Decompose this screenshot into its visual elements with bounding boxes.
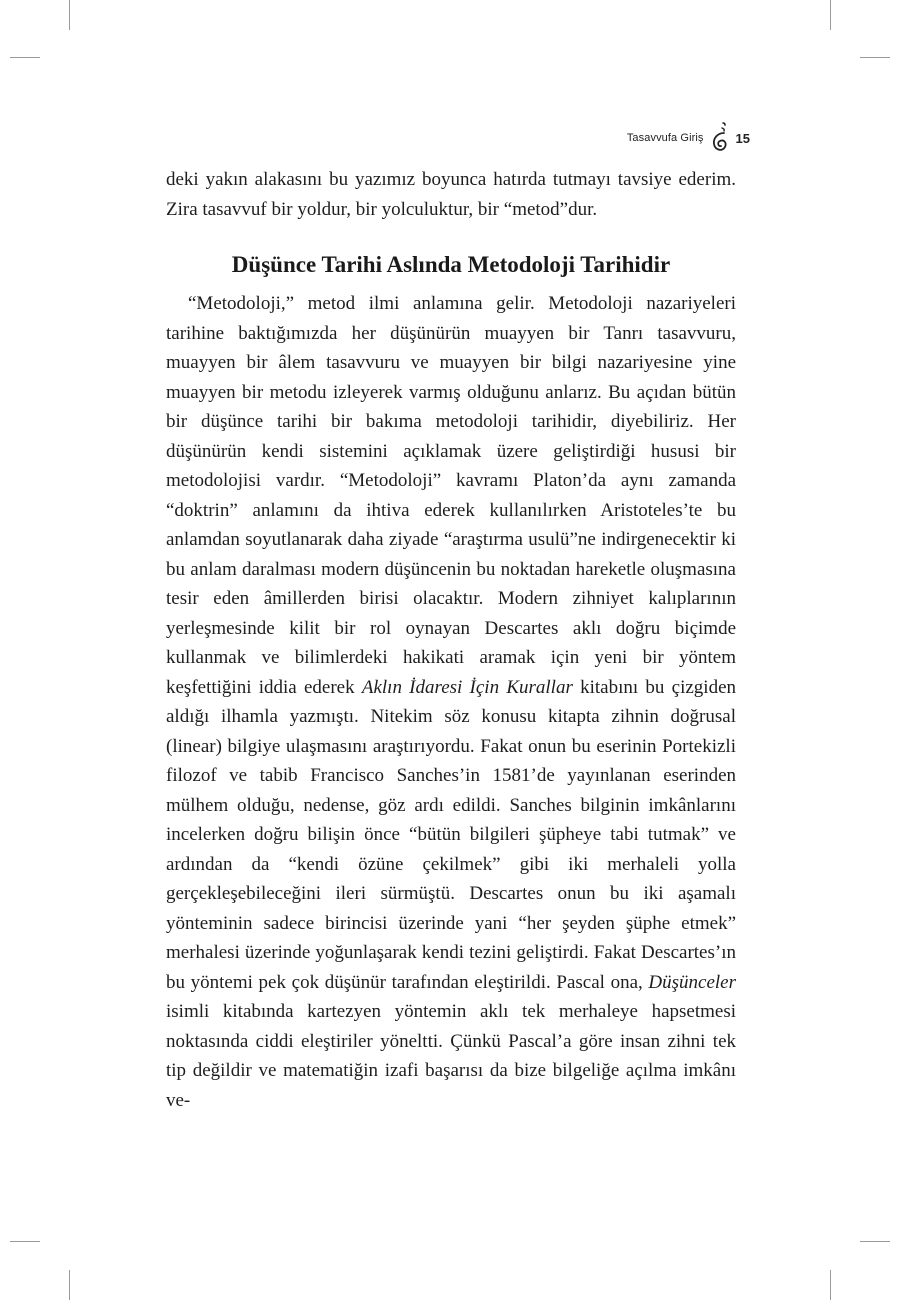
intro-paragraph: deki yakın alakasını bu yazımız boyunca hatırda tutmayı tavsiye ederim. Zira tasavvuf bir yoldur, bir yolculuktur, bir “metod”dur. — [166, 169, 736, 220]
main-paragraph — [166, 289, 736, 1115]
paragraph-text-part-1: “Metodoloji,” metod ilmi anlamına gelir. Metodoloji nazariyeleri tarihine baktığımızda her düşünürün muayyen bir Tanrı tasavvuru, muayyen bir âlem tasavvuru ve muayyen bir bilgi nazariyesine yine muayyen bir metodu izleyerek varmış olduğunu anlarız. Bu açıdan bütün bir düşünce tarihi bir bakıma metodoloji tarihidir, diyebiliriz. Her düşünürün kendi sistemini açıklamak üzere geliştirdiği hususi bir metodolojisi vardır. “Metodoloji” kavramı Platon’da aynı zamanda “doktrin” anlamını da ihtiva ederek kullanılırken Aristoteles’te bu anlamdan soyutlanarak daha ziyade “araştırma usulü”ne indirgenecektir ki bu anlam daralması modern düşüncenin bu noktadan hareketle oluşmasına tesir eden âmillerden birisi olacaktır. Modern zihniyet kalıplarının yerleşmesinde kilit bir rol oynayan Descartes aklı doğru biçimde kullanmak ve bilimlerdeki hakikati aramak için yeni bir yöntem keşfettiğini iddia ederek — [166, 293, 736, 698]
running-head-title: Tasavvufa Giriş — [626, 132, 704, 144]
crop-mark — [830, 0, 831, 30]
crop-mark — [10, 57, 40, 58]
crop-mark — [860, 57, 890, 58]
running-head — [627, 120, 750, 156]
crop-mark — [10, 1241, 40, 1242]
section-heading: Düşünce Tarihi Aslında Metodoloji Tarihidir — [231, 252, 671, 277]
paragraph-text-part-2: kitabını bu çizgiden aldığı ilhamla yazmıştı. Nitekim söz konusu kitapta zihnin doğrusal (linear) bilgiye ulaşmasını araştırıyordu. Fakat onun bu eserinin Portekizli filozof ve tabib Francisco Sanches’in 1581’de yayınlanan eserinden mülhem olduğu, nedense, göz ardı edildi. Sanches bilginin imkânlarını incelerken doğru bilişin önce “bütün bilgileri şüpheye tabi tutmak” ve ardından da “kendi özüne çekilmek” gibi iki merhaleli yolla gerçekleşebileceğini ileri sürmüştü. Descartes onun bu iki aşamalı yönteminin sadece birincisi üzerinde yani “her şeyden şüphe etmek” merhalesi üzerinde yoğunlaşarak kendi tezini geliştirdi. Fakat Descartes’ın bu yöntemi pek çok düşünür tarafından eleştirildi. Pascal ona, — [166, 676, 737, 993]
page-number: 15 — [735, 130, 750, 146]
main-text-block — [166, 289, 736, 1115]
book-title-pensees: Düşünceler — [648, 971, 737, 993]
paragraph-text-part-3: isimli kitabında kartezyen yöntemin aklı tek merhaleye hapsetmesi noktasında ciddi eleştiriler yöneltti. Çünkü Pascal’a göre insan zihni tek tip değildir ve matematiğin izafi başarısı da bize bilgeliğe açılma imkânı ve- — [166, 1001, 736, 1111]
crop-mark — [830, 1270, 831, 1300]
calligraphic-ornament-icon — [710, 120, 730, 156]
crop-mark — [69, 0, 70, 30]
intro-text-block — [166, 165, 736, 224]
crop-mark — [69, 1270, 70, 1300]
crop-mark — [860, 1241, 890, 1242]
book-title-rules: Aklın İdaresi İçin Kurallar — [361, 676, 573, 698]
